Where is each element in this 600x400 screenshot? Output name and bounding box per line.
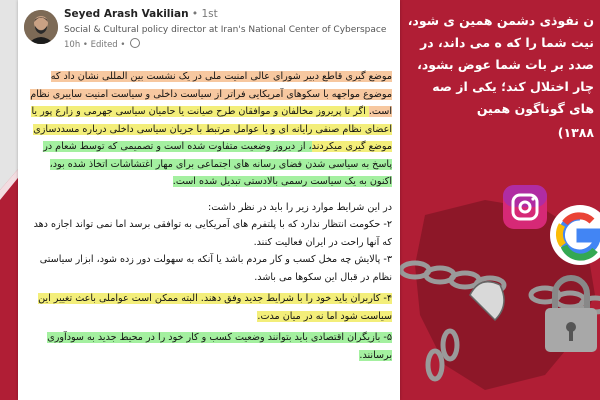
- globe-icon: [130, 38, 140, 48]
- connection-degree: • 1st: [191, 8, 218, 20]
- poster-year: ۱۳۸۸): [557, 125, 594, 140]
- avatar[interactable]: [24, 10, 58, 44]
- background-poster: [395, 0, 600, 400]
- instagram-icon: [503, 185, 547, 229]
- post-meta: [64, 38, 140, 50]
- poster-quote-text: ن نفوذی دشمن همین ی شود، نیت شما را که ه می داند، در صدد بر بات شما عوض بشود، چار اختلال کند؛ یکی از صه های گوناگون همین: [407, 13, 594, 116]
- post-time: 10h • Edited •: [64, 40, 126, 50]
- list-item-2: ۲- حکومت انتظار ندارد که با پلتفرم های آمریکایی به توافقی برسد اما نمی تواند اجازه دهد که آنها راحت در ایران فعالیت کنند.: [33, 219, 392, 248]
- highlight-green-text: ، از دیروز وضعیت متفاوت شده است و تصمیمی که توسط شعام در پاسخ به سیاسی شدن فضای رسانه های اجتماعی برای مهار اغتشاشات اتخاذ شده بود، اکنون به یک سیاست رسمی بالادستی تبدیل شده است.: [43, 141, 392, 187]
- post-body: [26, 68, 392, 364]
- linkedin-post-card: [18, 0, 400, 400]
- author-name[interactable]: Seyed Arash Vakilian: [64, 8, 189, 20]
- highlight-orange-text: موضع گیری قاطع دبیر شورای عالی امنیت ملی در یک نشست بین المللی نشان داد که موضوع مواجهه با سکوهای آمریکایی فراتر از سیاست داخلی و سیاست امنیت سایبری نظام است.: [30, 71, 392, 117]
- poster-illustration: [395, 175, 600, 400]
- post-header: [24, 8, 394, 60]
- author-line: [64, 8, 218, 20]
- highlight-yellow-text: اگر تا پریروز مخالفان و موافقان طرح صیانت یا حامیان سیاسی جهرمی و زارع پور یا اعضای نظام صنفی رایانه ای و یا عوامل مرتبط با جریان سیاسی داخلی درباره مسددسازی موضع گیری میکردند: [31, 106, 392, 152]
- author-headline: Social & Cultural policy director at Iran's National Center of Cyberspace: [64, 25, 387, 35]
- post-paragraph-2: [26, 199, 392, 365]
- poster-quote: [404, 10, 594, 144]
- list-item-4: ۴- کاربران باید خود را با شرایط جدید وفق دهند. البته ممکن است عواملی باعث تغییر این سیاست شود اما نه در میان مدت.: [38, 293, 392, 322]
- post-paragraph-1: [26, 68, 392, 191]
- list-item-3: ۳- پالایش چه مخل کسب و کار مردم باشد یا آنکه به سهولت دور زده شود، ابزار سیاستی نظام در قبال این سکوها می باشد.: [39, 254, 392, 283]
- list-item-5: ۵- بازیگران اقتصادی باید بتوانند وضعیت کسب و کار خود را در محیط جدید به سودآوری برسانند.: [47, 332, 392, 361]
- avatar-photo: [24, 10, 58, 44]
- list-intro: در این شرایط موارد زیر را باید در نظر داشت:: [208, 201, 392, 213]
